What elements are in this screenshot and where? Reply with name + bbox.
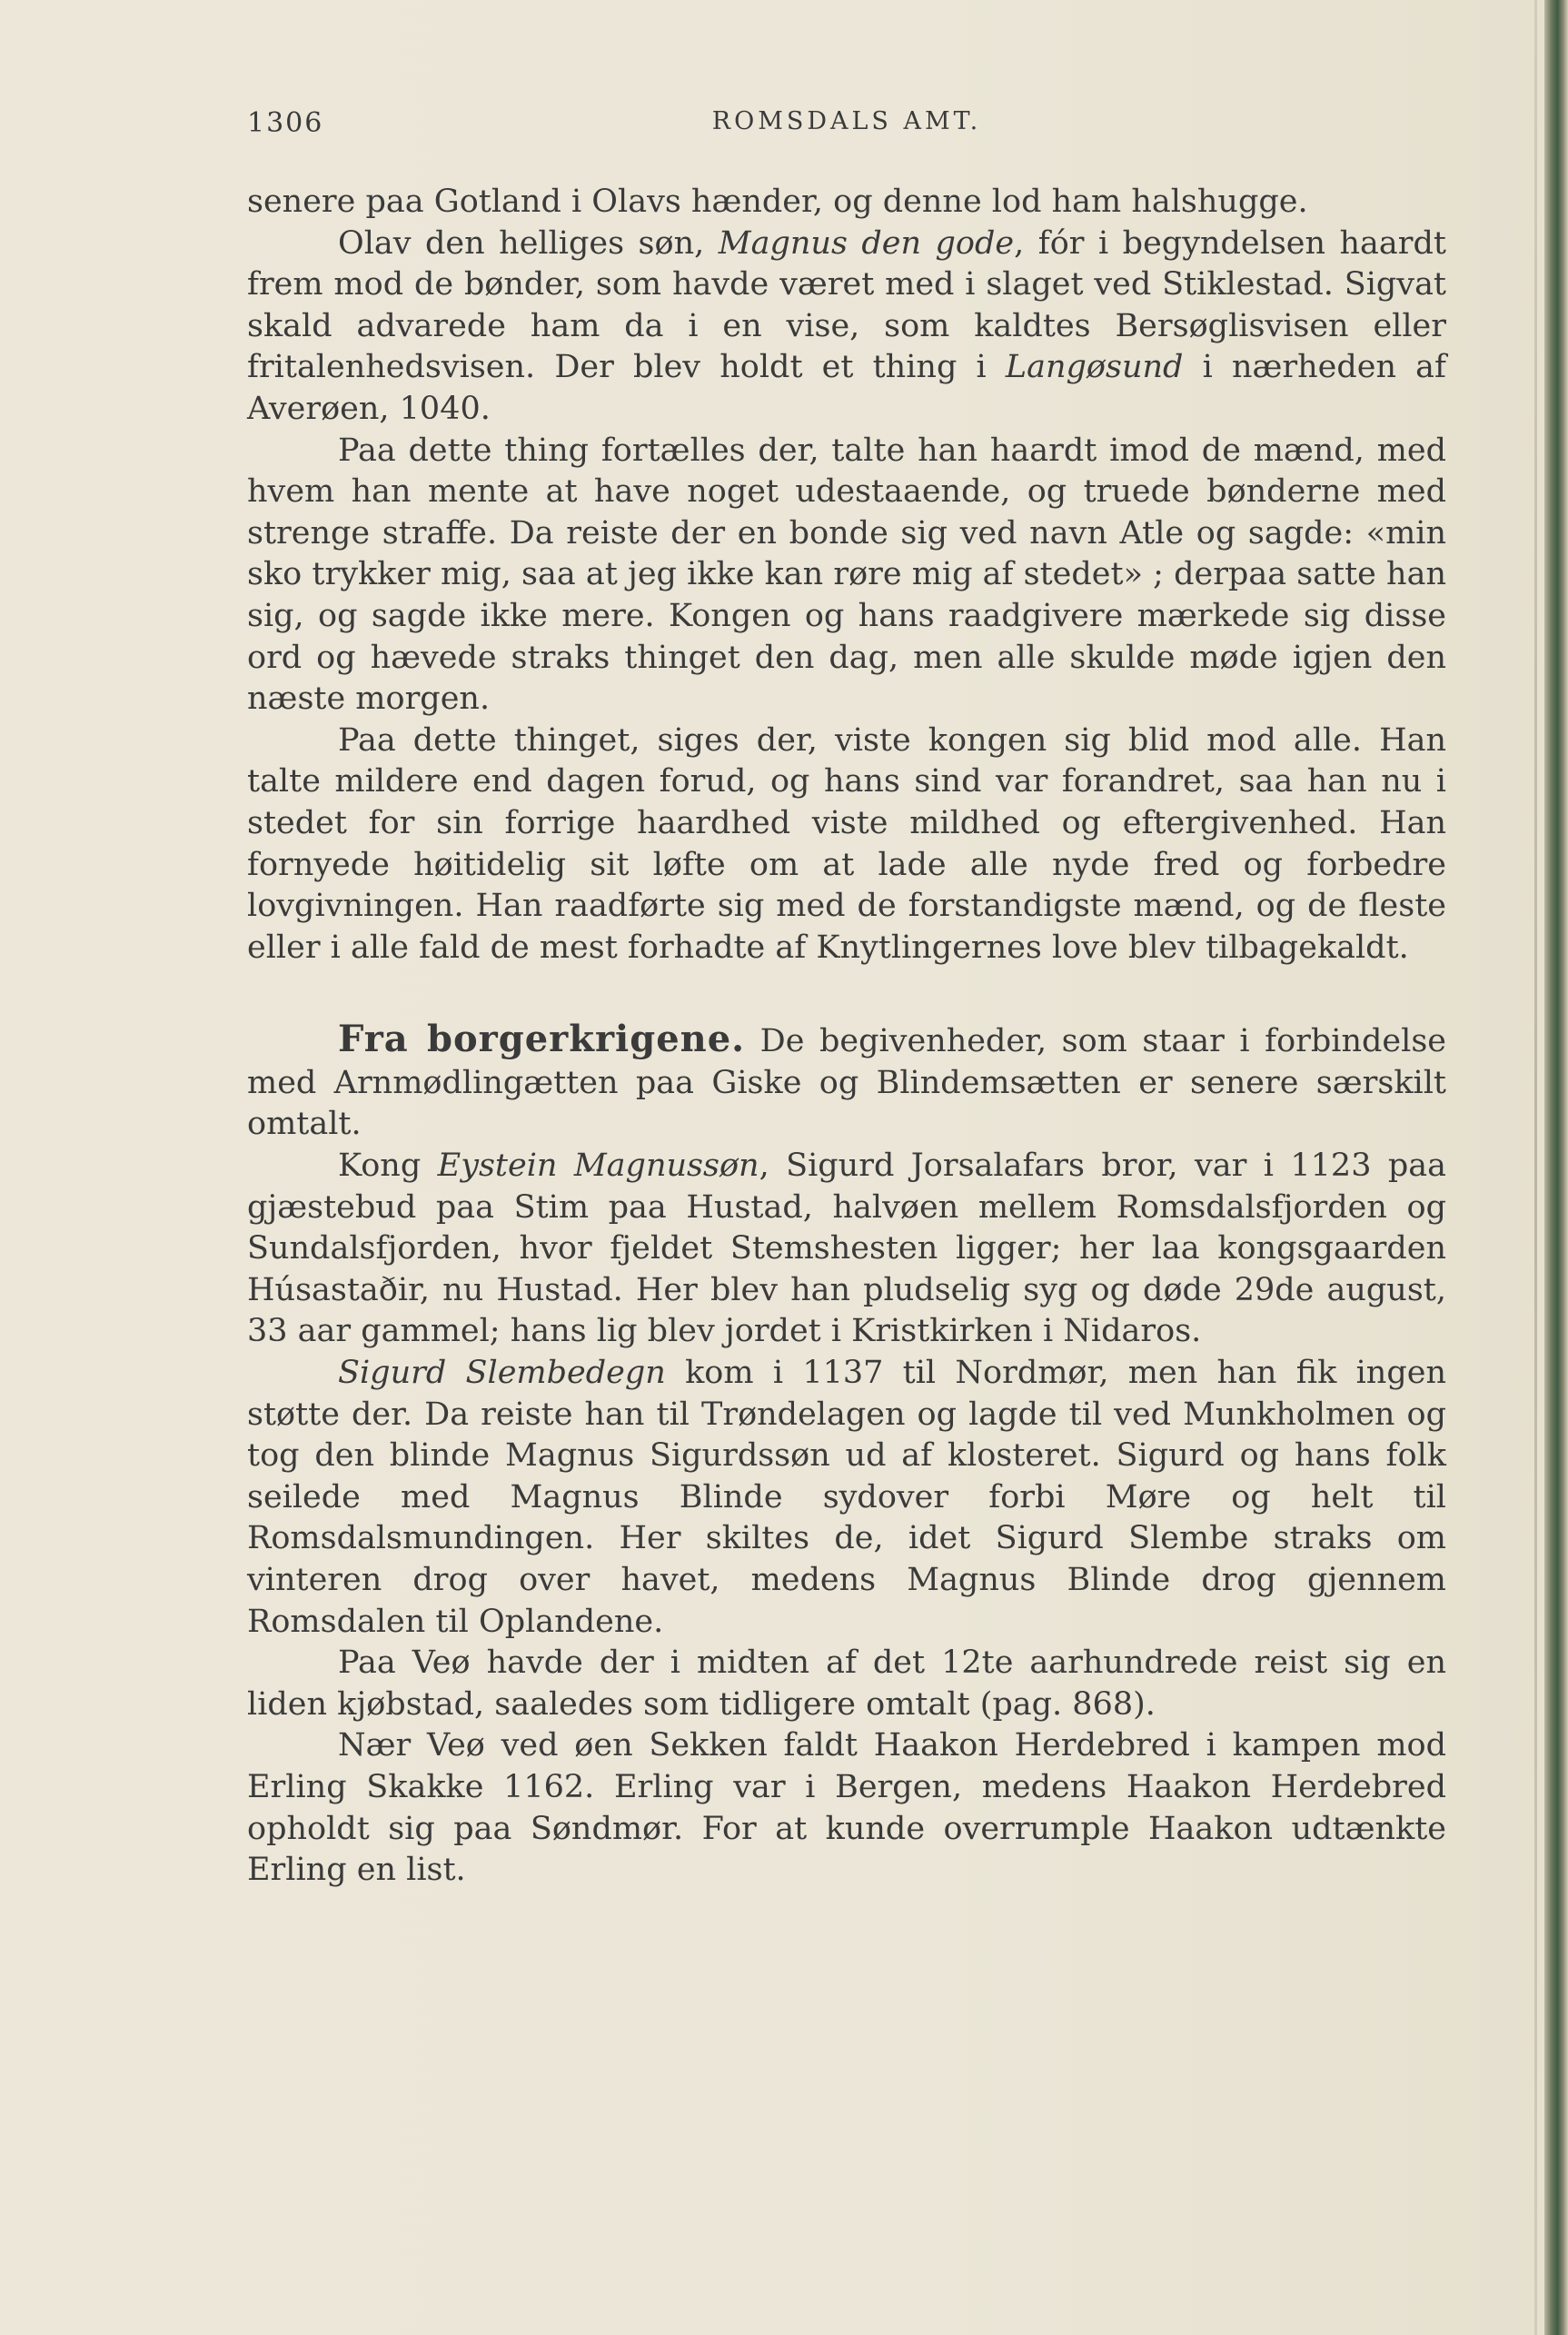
section-spacer [247,969,1446,1018]
paragraph-3: Paa dette thing fortælles der, talte han haardt imod de mænd, med hvem han mente at have noget udestaaende, og truede bønderne med strenge straffe. Da reiste der en bonde sig ved navn Atle og sagde: «min sko trykker mig, saa at jeg ikke kan røre mig af stedet» ; derpaa satte han sig, og sagde ikke mere. Kongen og hans raadgivere mærkede sig disse ord og hævede straks thinget den dag, men alle skulde møde igjen den næste morgen. [247,432,1446,718]
paragraph-2 [247,224,1446,431]
place-langosund: Langøsund [1005,349,1184,386]
paragraph-8: Paa Veø havde der i midten af det 12te aarhundrede reist sig en liden kjøbstad, saaledes som tidligere omtalt (pag. 868). [247,1644,1446,1723]
paragraph-6-text-b: , Sigurd Jorsalafars bror, var i 1123 paa gjæstebud paa Stim paa Hustad, halvøen mellem Romsdalsfjorden og Sundalsfjorden, hvor fjeldet Stemshesten ligger; her laa kongsgaarden Húsastaðir, nu Hustad. Her blev han pludselig syg og døde 29de august, 33 aar gammel; hans lig blev jordet i Kristkirken i Nidaros. [247,1148,1446,1350]
section-title: Fra borgerkrigene. [338,1018,746,1061]
paragraph-1: senere paa Gotland i Olavs hænder, og denne lod ham halshugge. [247,184,1308,220]
page-number: 1306 [247,107,324,139]
paragraph-2-text-c: i nærheden af Averøen, 1040. [247,349,1446,427]
paragraph-5-text: De begivenheder, som staar i forbindelse med Arnmødlingætten paa Giske og Blindemsætten er senere særskilt omtalt. [247,1023,1447,1143]
paragraph-4: Paa dette thinget, siges der, viste kongen sig blid mod alle. Han talte mildere end dagen forud, og hans sind var forandret, saa han nu i stedet for sin forrige haardhed viste mildhed og eftergivenhed. Han fornyede høitidelig sit løfte om at lade alle nyde fred og forbedre lovgivningen. Han raadførte sig med de forstandigste mænd, og de fleste eller i alle fald de mest forhadte af Knytlingernes love blev tilbagekaldt. [247,721,1446,966]
paragraph-7 [247,1353,1446,1643]
paragraph-5 [247,1018,1446,1146]
paragraph-7-text: kom i 1137 til Nordmør, men han fik ingen støtte der. Da reiste han til Trøndelagen og lagde til ved Munkholmen og tog den blinde Magnus Sigurdssøn ud af klosteret. Sigurd og hans folk seilede med Magnus Blinde sydover forbi Møre og helt til Romsdalsmundingen. Her skiltes de, idet Sigurd Slembe straks om vinteren drog over havet, medens Magnus Blinde drog gjennem Romsdalen til Oplandene. [247,1355,1446,1640]
paragraph-6-text-a: Kong [338,1148,438,1185]
running-title: ROMSDALS AMT. [711,107,982,135]
body-text [247,182,1446,1892]
paragraph-2-text-a: Olav den helliges søn, [338,224,719,262]
page-header [247,107,1446,144]
page-fold-line [1534,0,1537,2335]
name-magnus-den-gode: Magnus den gode [718,224,1015,262]
name-eystein-magnussen: Eystein Magnussøn [437,1148,759,1185]
book-edge [1544,0,1568,2335]
name-sigurd-slembedegn: Sigurd Slembedegn [338,1355,666,1392]
paragraph-6 [247,1146,1446,1353]
paragraph-9: Nær Veø ved øen Sekken faldt Haakon Herdebred i kampen mod Erling Skakke 1162. Erling var i Bergen, medens Haakon Herdebred opholdt sig paa Søndmør. For at kunde overrumple Haakon udtænkte Erling en list. [247,1727,1446,1889]
paragraph-2-text-b: , fór i begyndelsen haardt frem mod de bønder, som havde været med i slaget ved Stiklestad. Sigvat skald advarede ham da i en vise, som kaldtes Bersøglisvisen eller fritalenhedsvisen. Der blev holdt et thing i [247,224,1446,386]
